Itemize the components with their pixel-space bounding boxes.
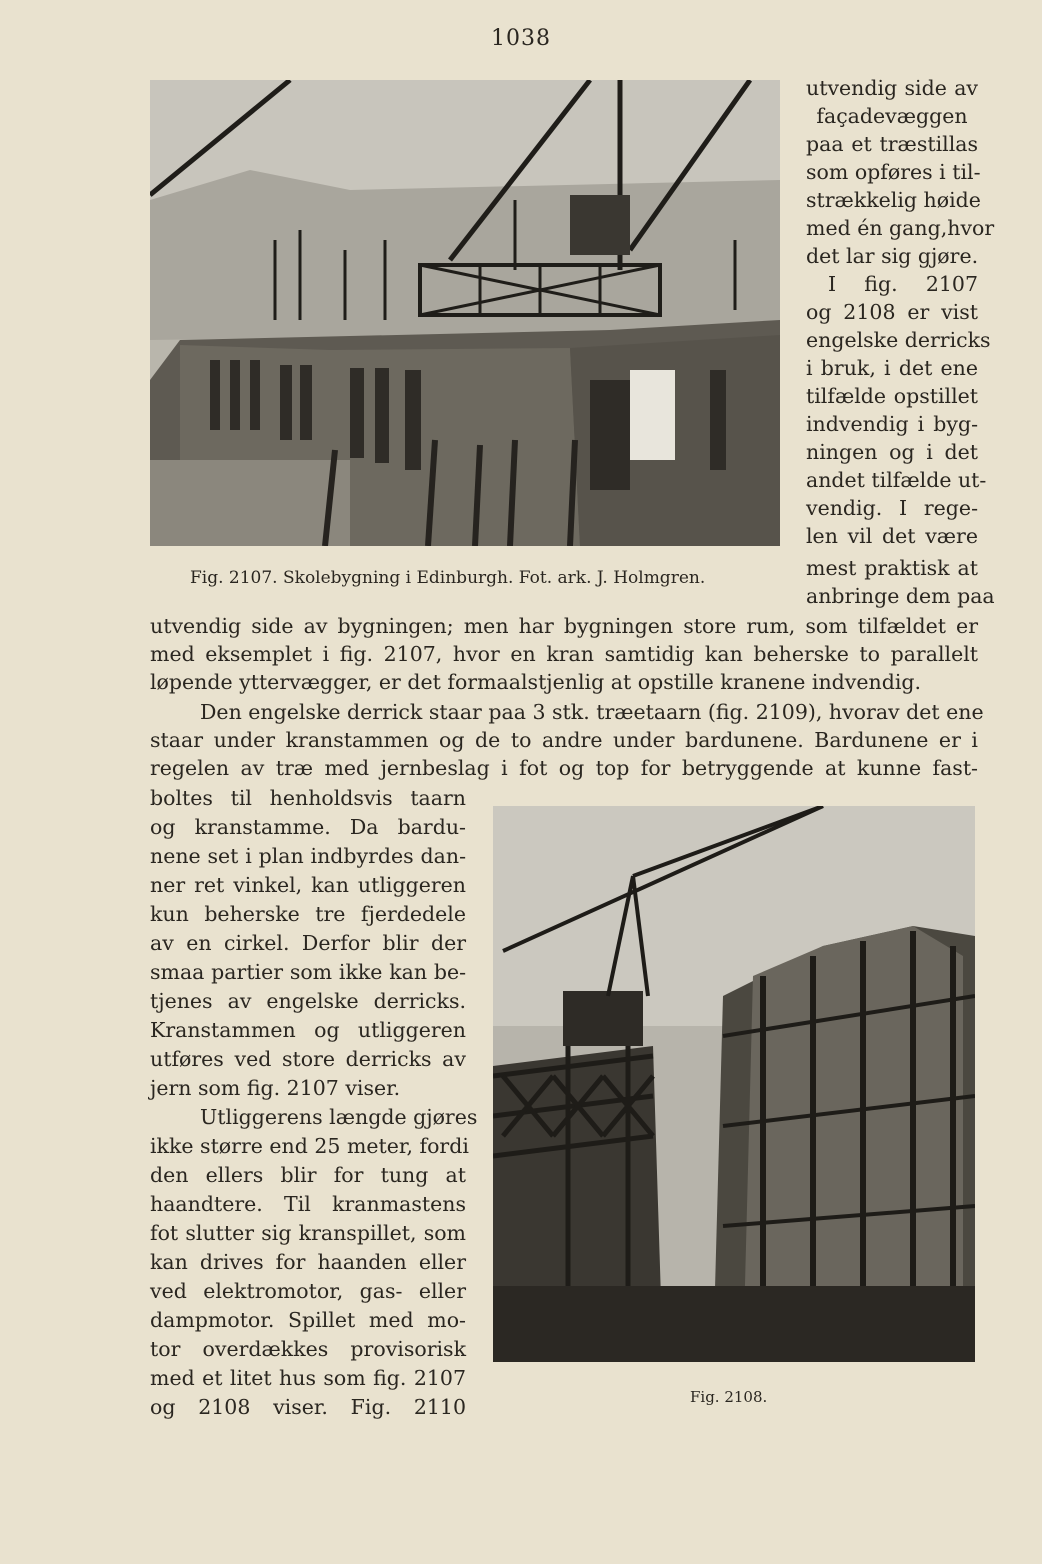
text-line: utvendig side av (806, 76, 978, 100)
text-line: anbringe dem paa (806, 584, 995, 608)
text-line: haandtere. Til kranmastens (150, 1192, 466, 1216)
text-line: strækkelig høide (806, 188, 981, 212)
text-line: den ellers blir for tung at (150, 1163, 466, 1187)
text-line: smaa partier som ikke kan be- (150, 960, 466, 984)
text-line: utvendig side av bygningen; men har bygningen store rum, som tilfældet er (150, 614, 978, 638)
text-line: kun beherske tre fjerdedele (150, 902, 466, 926)
text-line: jern som fig. 2107 viser. (150, 1076, 401, 1100)
text-line: ikke større end 25 meter, fordi (150, 1134, 469, 1158)
text-line: tjenes av engelske derricks. (150, 989, 466, 1013)
text-line: regelen av træ med jernbeslag i fot og top for betryggende at kunne fast- (150, 756, 978, 780)
text-line: mest praktisk at (806, 556, 978, 580)
text-line: med et litet hus som fig. 2107 (150, 1366, 466, 1390)
text-line: staar under kranstammen og de to andre under bardunene. Bardunene er i (150, 728, 978, 752)
text-line: som opføres i til- (806, 160, 981, 184)
text-line: det lar sig gjøre. (806, 244, 979, 268)
text-line: paa et træstillas (806, 132, 978, 156)
page-number: 1038 (491, 26, 551, 51)
figure-2108-caption: Fig. 2108. (690, 1388, 768, 1406)
text-line: og kranstamme. Da bardu- (150, 815, 466, 839)
figure-2107-photo (150, 80, 780, 546)
text-line: med eksemplet i fig. 2107, hvor en kran samtidig kan beherske to parallelt (150, 642, 978, 666)
text-line: andet tilfælde ut- (806, 468, 987, 492)
text-line: i bruk, i det ene (806, 356, 978, 380)
text-line: med én gang,hvor (806, 216, 995, 240)
text-line: fot slutter sig kranspillet, som (150, 1221, 466, 1245)
text-line: indvendig i byg- (806, 412, 978, 436)
text-line: ner ret vinkel, kan utliggeren (150, 873, 466, 897)
text-line: av en cirkel. Derfor blir der (150, 931, 466, 955)
text-line: len vil det være (806, 524, 978, 548)
text-line: vendig. I rege- (806, 496, 978, 520)
text-line: dampmotor. Spillet med mo- (150, 1308, 466, 1332)
text-line: I fig. 2107 (828, 272, 978, 296)
text-line: ved elektromotor, gas- eller (150, 1279, 466, 1303)
text-line: Den engelske derrick staar paa 3 stk. træetaarn (fig. 2109), hvorav det ene (200, 700, 984, 724)
text-line: og 2108 viser. Fig. 2110 (150, 1395, 466, 1419)
text-line: Kranstammen og utliggeren (150, 1018, 466, 1042)
text-line: engelske derricks (806, 328, 991, 352)
figure-2107-caption: Fig. 2107. Skolebygning i Edinburgh. Fot. ark. J. Holmgren. (190, 568, 706, 588)
text-line: tor overdækkes provisorisk (150, 1337, 466, 1361)
text-line: façadevæggen (816, 104, 968, 128)
text-line: tilfælde opstillet (806, 384, 978, 408)
text-line: løpende yttervægger, er det formaalstjenlig at opstille kranene indvendig. (150, 670, 922, 694)
figure-2108-photo (493, 806, 975, 1362)
text-line: ningen og i det (806, 440, 978, 464)
text-line: boltes til henholdsvis taarn (150, 786, 466, 810)
text-line: kan drives for haanden eller (150, 1250, 466, 1274)
text-line: nene set i plan indbyrdes dan- (150, 844, 466, 868)
text-line: utføres ved store derricks av (150, 1047, 466, 1071)
text-line: Utliggerens længde gjøres (200, 1105, 478, 1129)
text-line: og 2108 er vist (806, 300, 978, 324)
